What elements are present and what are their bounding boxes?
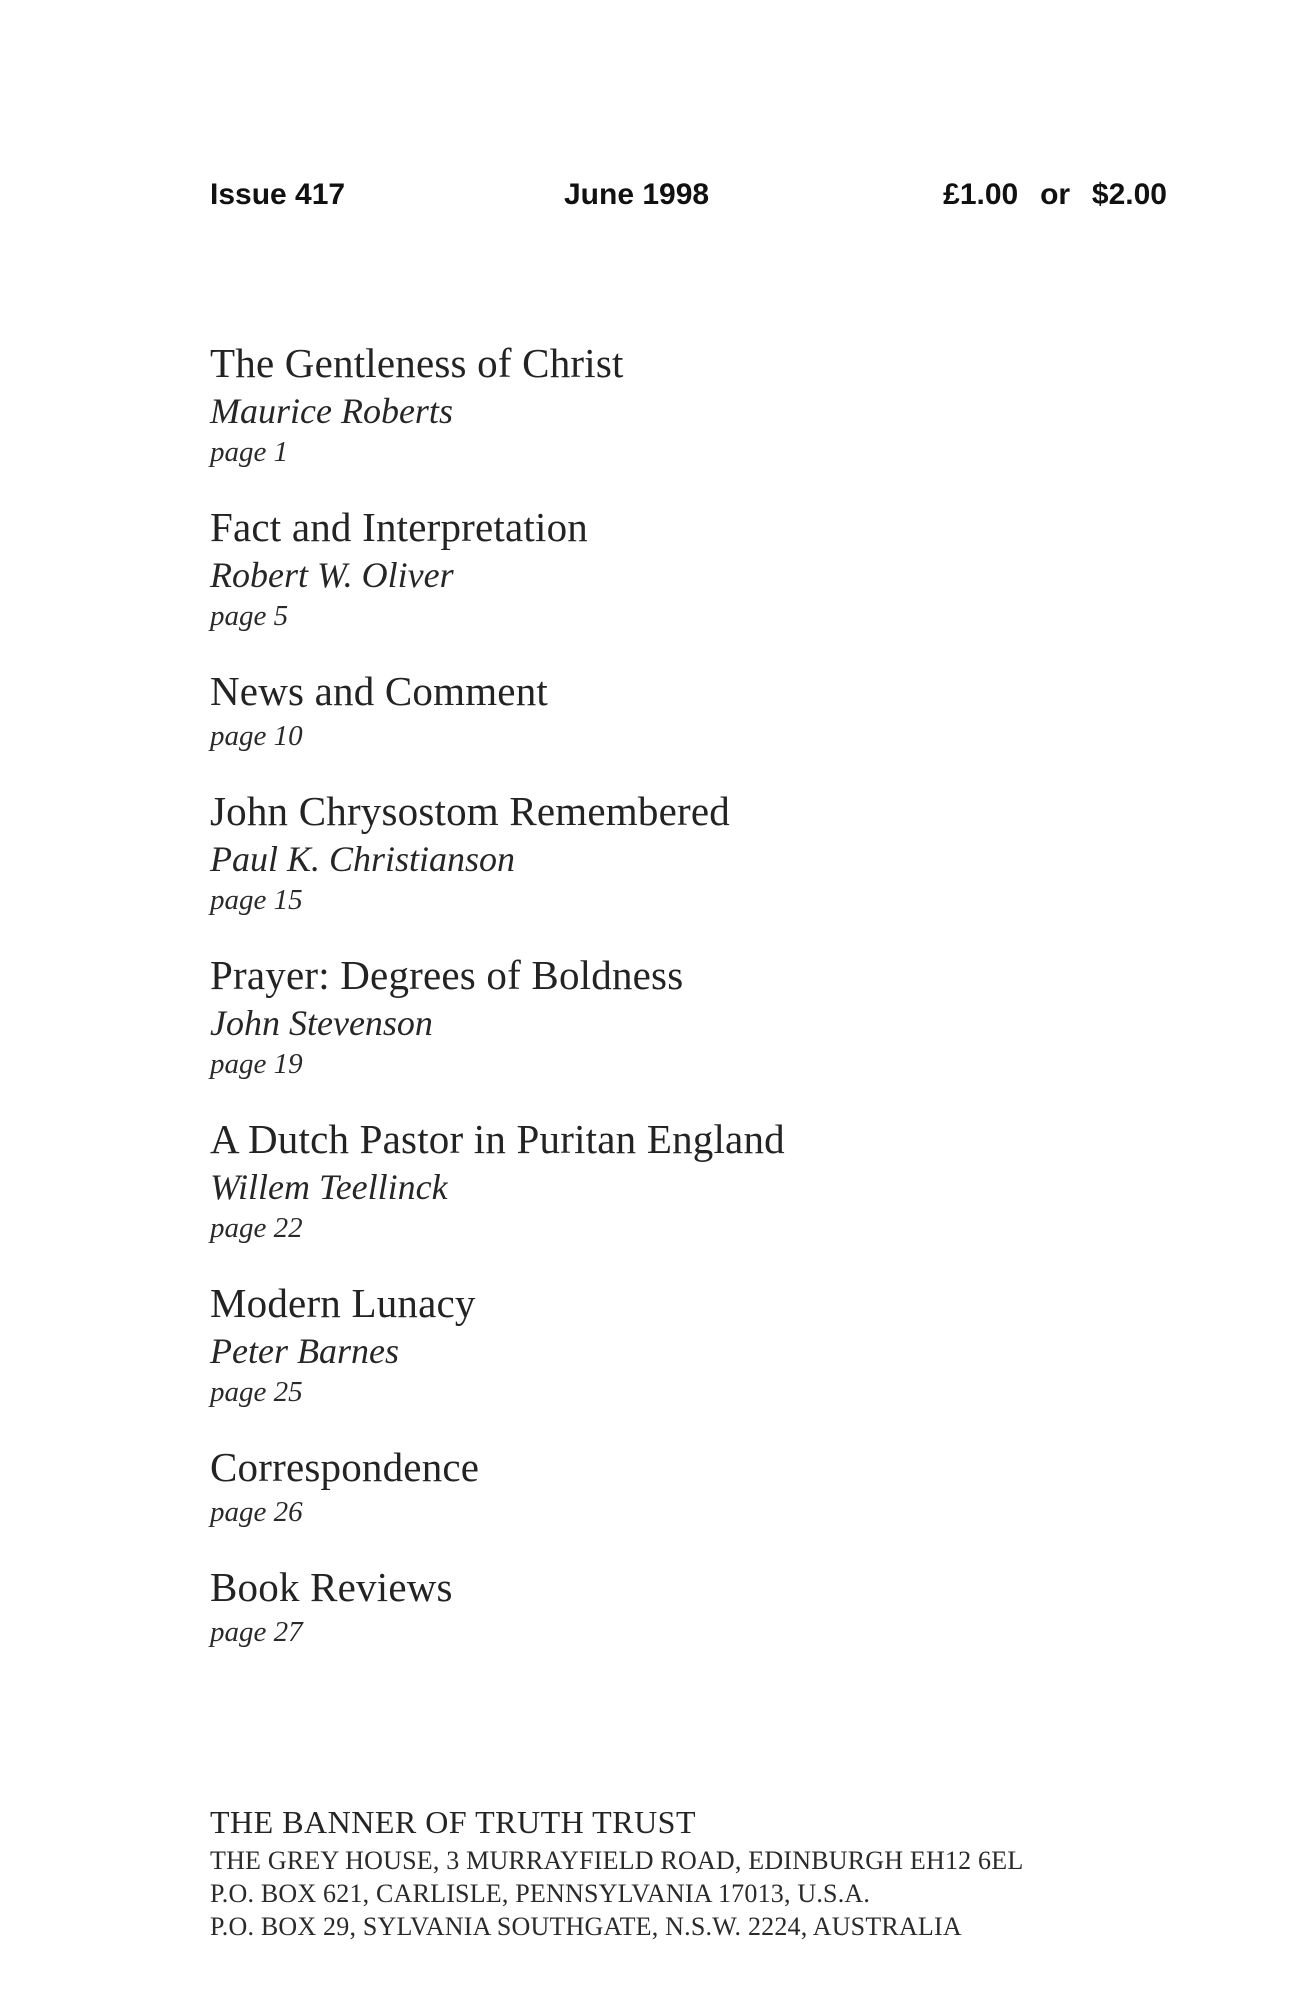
article-page-ref: page 5 bbox=[210, 600, 289, 632]
publisher-address-line: P.O. BOX 29, SYLVANIA SOUTHGATE, N.S.W. 2224, AUSTRALIA bbox=[210, 1912, 962, 1941]
publisher-address-line: P.O. BOX 621, CARLISLE, PENNSYLVANIA 17013, U.S.A. bbox=[210, 1879, 871, 1908]
article-title: News and Comment bbox=[210, 668, 548, 714]
article-author: John Stevenson bbox=[210, 1003, 433, 1043]
toc-entry bbox=[210, 949, 1194, 1083]
masthead bbox=[0, 178, 1294, 218]
article-page-ref: page 10 bbox=[210, 720, 303, 752]
article-author: Paul K. Christianson bbox=[210, 839, 516, 879]
article-page-ref: page 25 bbox=[210, 1376, 303, 1408]
toc-entry bbox=[210, 1277, 1194, 1411]
article-title: A Dutch Pastor in Puritan England bbox=[210, 1116, 785, 1162]
article-author: Willem Teellinck bbox=[210, 1167, 448, 1207]
toc-entry bbox=[210, 1113, 1194, 1247]
publisher-name: THE BANNER OF TRUTH TRUST bbox=[210, 1804, 697, 1840]
article-page-ref: page 19 bbox=[210, 1048, 303, 1080]
article-title: Book Reviews bbox=[210, 1564, 453, 1610]
article-title: Correspondence bbox=[210, 1444, 480, 1490]
toc-entry bbox=[210, 337, 1194, 471]
toc-entry bbox=[210, 501, 1194, 635]
article-title: Fact and Interpretation bbox=[210, 504, 589, 550]
article-author: Robert W. Oliver bbox=[210, 555, 454, 595]
article-author: Maurice Roberts bbox=[210, 391, 453, 431]
publisher-imprint bbox=[210, 1800, 1023, 1943]
article-title: Prayer: Degrees of Boldness bbox=[210, 952, 684, 998]
article-title: The Gentleness of Christ bbox=[210, 340, 624, 386]
article-page-ref: page 1 bbox=[210, 436, 289, 468]
contents-list bbox=[210, 337, 1194, 1681]
toc-entry bbox=[210, 1441, 1194, 1531]
article-author: Peter Barnes bbox=[210, 1331, 399, 1371]
article-page-ref: page 27 bbox=[210, 1616, 303, 1648]
issue-number: Issue 417 bbox=[210, 178, 346, 211]
article-page-ref: page 26 bbox=[210, 1496, 303, 1528]
issue-price: £1.00 or $2.00 bbox=[943, 178, 1167, 211]
toc-entry bbox=[210, 1561, 1194, 1651]
article-page-ref: page 15 bbox=[210, 884, 303, 916]
article-title: Modern Lunacy bbox=[210, 1280, 476, 1326]
article-title: John Chrysostom Remembered bbox=[210, 788, 730, 834]
toc-entry bbox=[210, 665, 1194, 755]
publisher-address-line: THE GREY HOUSE, 3 MURRAYFIELD ROAD, EDINBURGH EH12 6EL bbox=[210, 1846, 1024, 1875]
article-page-ref: page 22 bbox=[210, 1212, 303, 1244]
toc-entry bbox=[210, 785, 1194, 919]
issue-date: June 1998 bbox=[564, 178, 710, 211]
